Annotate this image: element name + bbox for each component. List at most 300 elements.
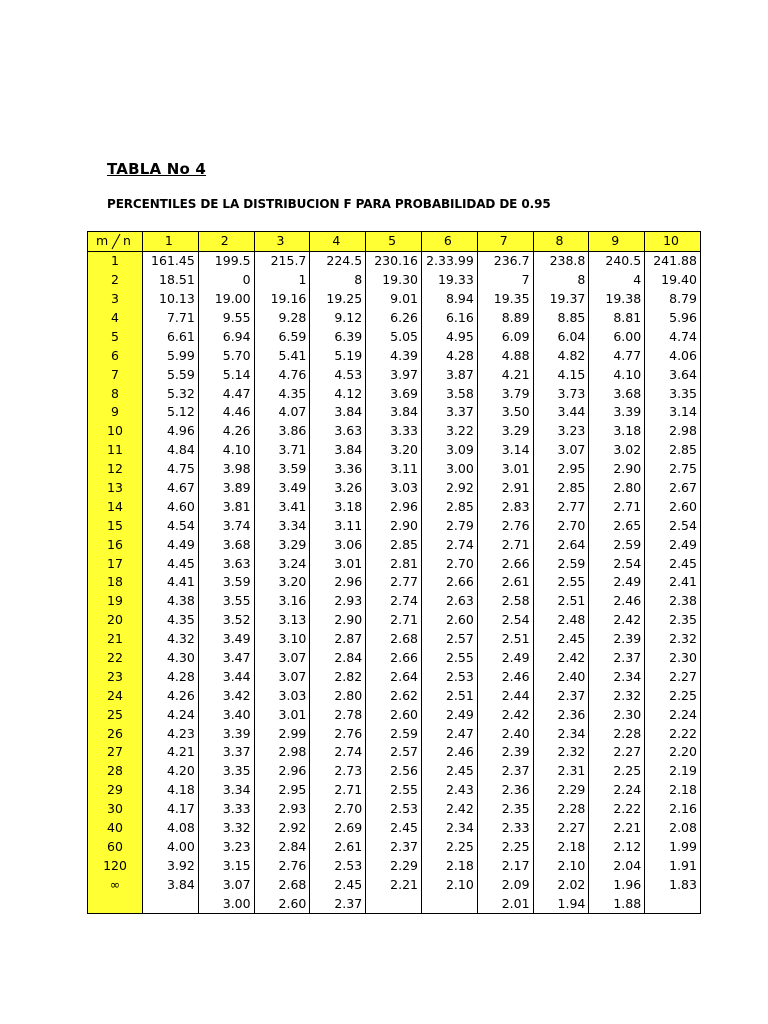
table-row: [88, 535, 701, 554]
table-cell: 2.87: [310, 630, 366, 649]
table-cell: 2.37: [310, 894, 366, 913]
column-header: 9: [589, 232, 645, 252]
table-cell: 2.25: [645, 686, 701, 705]
table-cell: 2.46: [421, 743, 477, 762]
table-cell: 3.37: [421, 403, 477, 422]
table-row: [88, 516, 701, 535]
table-cell: 3.15: [198, 856, 254, 875]
table-cell: 2.51: [421, 686, 477, 705]
table-cell: 2.47: [421, 724, 477, 743]
table-cell: 2.99: [254, 724, 310, 743]
table-cell: 2.30: [589, 705, 645, 724]
table-cell: 19.37: [533, 290, 589, 309]
table-cell: 2.64: [366, 667, 422, 686]
table-cell: 2.53: [366, 800, 422, 819]
table-cell: 5.12: [143, 403, 199, 422]
table-cell: 3.07: [533, 441, 589, 460]
table-cell: 9.28: [254, 309, 310, 328]
table-cell: 2.92: [254, 819, 310, 838]
row-header-m: 60: [88, 838, 143, 857]
table-cell: 3.52: [198, 611, 254, 630]
table-cell: 2.85: [421, 497, 477, 516]
table-cell: 2.57: [366, 743, 422, 762]
table-cell: 3.23: [533, 422, 589, 441]
table-cell: 2.65: [589, 516, 645, 535]
table-cell: 2.37: [589, 649, 645, 668]
row-header-m: 23: [88, 667, 143, 686]
row-header-m: 30: [88, 800, 143, 819]
table-cell: 19.35: [477, 290, 533, 309]
table-cell: 8: [310, 271, 366, 290]
row-header-m: 22: [88, 649, 143, 668]
table-cell: 3.03: [366, 479, 422, 498]
table-cell: 2.54: [645, 516, 701, 535]
table-cell: 2.64: [533, 535, 589, 554]
table-cell: 3.11: [366, 460, 422, 479]
table-cell: 5.05: [366, 327, 422, 346]
table-cell: 2.20: [645, 743, 701, 762]
table-row: [88, 611, 701, 630]
table-cell: 4.07: [254, 403, 310, 422]
table-cell: 2.28: [589, 724, 645, 743]
table-row: [88, 460, 701, 479]
table-cell: 5.41: [254, 346, 310, 365]
table-cell: 1.83: [645, 875, 701, 894]
table-cell: 1.88: [589, 894, 645, 913]
table-cell: 2.90: [366, 516, 422, 535]
table-cell: 10.13: [143, 290, 199, 309]
table-cell: 3.34: [198, 781, 254, 800]
table-cell: 2.61: [310, 838, 366, 857]
row-header-m: 14: [88, 497, 143, 516]
row-header-m: 16: [88, 535, 143, 554]
table-cell: 3.47: [198, 649, 254, 668]
table-cell: 3.09: [421, 441, 477, 460]
column-header: 8: [533, 232, 589, 252]
table-cell: 1.99: [645, 838, 701, 857]
table-cell: 0: [198, 271, 254, 290]
table-cell: 4.30: [143, 649, 199, 668]
table-cell: 2.58: [477, 592, 533, 611]
table-cell: 8.85: [533, 309, 589, 328]
table-cell: 2.73: [310, 762, 366, 781]
table-cell: 2.78: [310, 705, 366, 724]
table-cell: 2.49: [645, 535, 701, 554]
table-cell: 2.71: [366, 611, 422, 630]
table-cell: 2.70: [310, 800, 366, 819]
table-cell: 2.36: [477, 781, 533, 800]
table-cell: 2.71: [589, 497, 645, 516]
table-cell: 4.60: [143, 497, 199, 516]
table-cell: 2.54: [477, 611, 533, 630]
table-cell: 3.49: [254, 479, 310, 498]
table-cell: 19.33: [421, 271, 477, 290]
table-cell: 2.37: [477, 762, 533, 781]
table-cell: 3.49: [198, 630, 254, 649]
table-cell: 3.29: [254, 535, 310, 554]
table-cell: 2.68: [254, 875, 310, 894]
table-cell: 3.32: [198, 819, 254, 838]
table-row: [88, 403, 701, 422]
row-header-m: 3: [88, 290, 143, 309]
table-cell: 2.71: [477, 535, 533, 554]
row-header-m: 40: [88, 819, 143, 838]
table-cell: 4.08: [143, 819, 199, 838]
table-cell: 2.76: [254, 856, 310, 875]
table-cell: 4.23: [143, 724, 199, 743]
table-cell: 3.84: [310, 441, 366, 460]
table-cell: 2.32: [645, 630, 701, 649]
row-header-m: 18: [88, 573, 143, 592]
table-cell: 3.00: [421, 460, 477, 479]
table-row: [88, 422, 701, 441]
table-cell: 4.28: [421, 346, 477, 365]
table-subtitle: PERCENTILES DE LA DISTRIBUCION F PARA PROBABILIDAD DE 0.95: [107, 197, 551, 211]
table-cell: 4.24: [143, 705, 199, 724]
table-cell: 161.45: [143, 251, 199, 270]
table-cell: 1: [254, 271, 310, 290]
table-row: [88, 497, 701, 516]
row-header-m: [88, 894, 143, 913]
table-row: [88, 630, 701, 649]
table-cell: 4: [589, 271, 645, 290]
table-cell: 8: [533, 271, 589, 290]
column-header: 2: [198, 232, 254, 252]
table-cell: 8.94: [421, 290, 477, 309]
table-cell: 3.84: [310, 403, 366, 422]
table-cell: 2.93: [254, 800, 310, 819]
table-cell: 2.35: [477, 800, 533, 819]
table-cell: 4.26: [143, 686, 199, 705]
table-cell: 3.16: [254, 592, 310, 611]
table-cell: 2.63: [421, 592, 477, 611]
table-cell: 4.38: [143, 592, 199, 611]
table-cell: 2.75: [645, 460, 701, 479]
table-cell: 2.74: [366, 592, 422, 611]
table-cell: 3.13: [254, 611, 310, 630]
table-cell: 2.36: [533, 705, 589, 724]
table-cell: 2.77: [533, 497, 589, 516]
table-cell: 3.07: [198, 875, 254, 894]
table-cell: 2.22: [589, 800, 645, 819]
table-cell: 4.46: [198, 403, 254, 422]
table-row: [88, 251, 701, 270]
table-cell: 3.18: [310, 497, 366, 516]
table-cell: 238.8: [533, 251, 589, 270]
table-cell: 2.04: [589, 856, 645, 875]
table-cell: 4.17: [143, 800, 199, 819]
column-header: 3: [254, 232, 310, 252]
table-cell: 3.39: [589, 403, 645, 422]
table-cell: 4.54: [143, 516, 199, 535]
table-cell: 2.18: [421, 856, 477, 875]
table-row: [88, 743, 701, 762]
table-cell: 2.71: [310, 781, 366, 800]
table-cell: 6.09: [477, 327, 533, 346]
table-cell: 7.71: [143, 309, 199, 328]
table-cell: 2.49: [477, 649, 533, 668]
table-cell: 9.55: [198, 309, 254, 328]
table-cell: 19.38: [589, 290, 645, 309]
table-cell: 5.70: [198, 346, 254, 365]
table-cell: 3.68: [589, 384, 645, 403]
table-cell: 2.39: [477, 743, 533, 762]
row-header-m: 4: [88, 309, 143, 328]
row-header-m: 1: [88, 251, 143, 270]
table-cell: 241.88: [645, 251, 701, 270]
table-cell: 2.33: [477, 819, 533, 838]
table-row: [88, 838, 701, 857]
table-cell: 2.29: [366, 856, 422, 875]
table-cell: 3.01: [254, 705, 310, 724]
table-cell: 4.06: [645, 346, 701, 365]
table-cell: 3.81: [198, 497, 254, 516]
table-cell: 5.96: [645, 309, 701, 328]
table-cell: 2.59: [533, 554, 589, 573]
table-row: [88, 800, 701, 819]
table-cell: 3.33: [366, 422, 422, 441]
table-cell: 2.46: [589, 592, 645, 611]
row-header-m: 10: [88, 422, 143, 441]
table-cell: 2.80: [589, 479, 645, 498]
table-cell: 2.30: [645, 649, 701, 668]
row-header-m: 17: [88, 554, 143, 573]
table-cell: 4.41: [143, 573, 199, 592]
row-header-m: 27: [88, 743, 143, 762]
table-row: [88, 309, 701, 328]
table-cell: 2.45: [533, 630, 589, 649]
table-cell: 3.35: [645, 384, 701, 403]
table-cell: 3.14: [645, 403, 701, 422]
table-cell: 4.18: [143, 781, 199, 800]
table-cell: 3.97: [366, 365, 422, 384]
table-cell: 3.29: [477, 422, 533, 441]
table-cell: 2.93: [310, 592, 366, 611]
table-cell: 4.10: [589, 365, 645, 384]
table-cell: 2.90: [589, 460, 645, 479]
table-cell: 2.45: [421, 762, 477, 781]
table-cell: 3.22: [421, 422, 477, 441]
row-header-m: 19: [88, 592, 143, 611]
row-header-m: 26: [88, 724, 143, 743]
m-label: m: [96, 233, 109, 248]
table-cell: 3.06: [310, 535, 366, 554]
table-cell: 2.66: [477, 554, 533, 573]
header-row: [88, 232, 701, 252]
table-cell: 19.40: [645, 271, 701, 290]
table-cell: 3.44: [533, 403, 589, 422]
table-cell: 3.68: [198, 535, 254, 554]
table-row: [88, 592, 701, 611]
f-distribution-table: [87, 231, 701, 914]
table-cell: 9.12: [310, 309, 366, 328]
table-cell: 2.98: [645, 422, 701, 441]
table-cell: 2.82: [310, 667, 366, 686]
table-cell: 4.21: [477, 365, 533, 384]
table-cell: 2.66: [421, 573, 477, 592]
table-cell: 2.45: [645, 554, 701, 573]
table-cell: 4.47: [198, 384, 254, 403]
row-header-m: 25: [88, 705, 143, 724]
table-cell: 2.51: [533, 592, 589, 611]
table-row: [88, 441, 701, 460]
table-cell: 4.10: [198, 441, 254, 460]
table-cell: 3.87: [421, 365, 477, 384]
table-cell: 2.02: [533, 875, 589, 894]
table-cell: 3.42: [198, 686, 254, 705]
table-cell: 2.27: [533, 819, 589, 838]
table-cell: 4.15: [533, 365, 589, 384]
table-cell: 2.70: [421, 554, 477, 573]
table-cell: 3.18: [589, 422, 645, 441]
table-cell: 3.00: [198, 894, 254, 913]
table-cell: 2.22: [645, 724, 701, 743]
table-cell: 4.12: [310, 384, 366, 403]
table-cell: 2.53: [310, 856, 366, 875]
table-cell: 2.90: [310, 611, 366, 630]
table-row: [88, 875, 701, 894]
table-cell: 2.96: [310, 573, 366, 592]
column-header: 6: [421, 232, 477, 252]
table-cell: 19.00: [198, 290, 254, 309]
table-row: [88, 724, 701, 743]
table-cell: 2.41: [645, 573, 701, 592]
table-cell: 4.67: [143, 479, 199, 498]
table-cell: 3.24: [254, 554, 310, 573]
table-cell: 2.83: [477, 497, 533, 516]
table-cell: 2.34: [589, 667, 645, 686]
table-cell: 2.53: [421, 667, 477, 686]
table-cell: 2.01: [477, 894, 533, 913]
row-header-m: 120: [88, 856, 143, 875]
table-cell: 3.41: [254, 497, 310, 516]
row-header-m: 2: [88, 271, 143, 290]
table-cell: 3.84: [366, 403, 422, 422]
table-cell: 2.18: [645, 781, 701, 800]
table-cell: 2.08: [645, 819, 701, 838]
table-cell: 2.12: [589, 838, 645, 857]
table-cell: 2.74: [310, 743, 366, 762]
row-header-m: 15: [88, 516, 143, 535]
table-cell: 2.48: [533, 611, 589, 630]
table-cell: 3.03: [254, 686, 310, 705]
table-cell: 3.01: [477, 460, 533, 479]
table-cell: 2.84: [310, 649, 366, 668]
n-label: n: [123, 233, 131, 248]
table-cell: 3.11: [310, 516, 366, 535]
table-row: [88, 705, 701, 724]
table-cell: 4.26: [198, 422, 254, 441]
table-cell: 2.16: [645, 800, 701, 819]
table-cell: 4.35: [254, 384, 310, 403]
table-cell: [366, 894, 422, 913]
table-cell: 2.42: [589, 611, 645, 630]
table-cell: 2.61: [477, 573, 533, 592]
table-cell: 3.40: [198, 705, 254, 724]
table-cell: 4.45: [143, 554, 199, 573]
table-cell: 2.55: [421, 649, 477, 668]
table-cell: 2.95: [533, 460, 589, 479]
table-cell: 2.40: [477, 724, 533, 743]
table-row: [88, 894, 701, 913]
table-cell: 3.74: [198, 516, 254, 535]
table-cell: 4.76: [254, 365, 310, 384]
table-cell: 19.25: [310, 290, 366, 309]
table-cell: 4.20: [143, 762, 199, 781]
table-cell: 2.17: [477, 856, 533, 875]
table-cell: 5.19: [310, 346, 366, 365]
table-cell: 1.94: [533, 894, 589, 913]
table-cell: 2.33.99: [421, 251, 477, 270]
table-cell: 2.62: [366, 686, 422, 705]
table-cell: 2.34: [421, 819, 477, 838]
table-cell: 2.10: [421, 875, 477, 894]
table-cell: 3.73: [533, 384, 589, 403]
table-cell: 2.96: [254, 762, 310, 781]
table-cell: 2.91: [477, 479, 533, 498]
table-cell: 19.30: [366, 271, 422, 290]
table-cell: 2.85: [645, 441, 701, 460]
table-cell: 7: [477, 271, 533, 290]
table-cell: 2.51: [477, 630, 533, 649]
table-cell: 4.96: [143, 422, 199, 441]
table-cell: 2.24: [589, 781, 645, 800]
table-cell: 5.59: [143, 365, 199, 384]
table-cell: 3.71: [254, 441, 310, 460]
column-header: 5: [366, 232, 422, 252]
table-cell: 6.94: [198, 327, 254, 346]
table-cell: 3.79: [477, 384, 533, 403]
table-cell: 2.69: [310, 819, 366, 838]
table-cell: 3.92: [143, 856, 199, 875]
row-header-m: 29: [88, 781, 143, 800]
page-title: TABLA No 4: [107, 160, 207, 178]
table-cell: 2.57: [421, 630, 477, 649]
table-row: [88, 856, 701, 875]
table-row: [88, 781, 701, 800]
table-cell: 3.20: [254, 573, 310, 592]
table-cell: 4.35: [143, 611, 199, 630]
table-cell: 3.10: [254, 630, 310, 649]
table-cell: 2.98: [254, 743, 310, 762]
table-cell: 2.46: [477, 667, 533, 686]
table-row: [88, 365, 701, 384]
table-cell: 199.5: [198, 251, 254, 270]
table-cell: 5.32: [143, 384, 199, 403]
table-row: [88, 327, 701, 346]
table-cell: 2.27: [589, 743, 645, 762]
table-cell: 2.43: [421, 781, 477, 800]
table-cell: 3.26: [310, 479, 366, 498]
table-cell: 3.44: [198, 667, 254, 686]
table-cell: 5.99: [143, 346, 199, 365]
table-cell: 3.20: [366, 441, 422, 460]
table-cell: 6.00: [589, 327, 645, 346]
table-cell: [645, 894, 701, 913]
table-row: [88, 384, 701, 403]
table-cell: 4.39: [366, 346, 422, 365]
table-cell: 2.60: [645, 497, 701, 516]
table-cell: 2.66: [366, 649, 422, 668]
table-cell: 6.16: [421, 309, 477, 328]
table-cell: 8.89: [477, 309, 533, 328]
table-row: [88, 290, 701, 309]
table-cell: 19.16: [254, 290, 310, 309]
table-cell: 4.32: [143, 630, 199, 649]
table-cell: 3.86: [254, 422, 310, 441]
table-cell: 6.61: [143, 327, 199, 346]
table-cell: 3.07: [254, 649, 310, 668]
